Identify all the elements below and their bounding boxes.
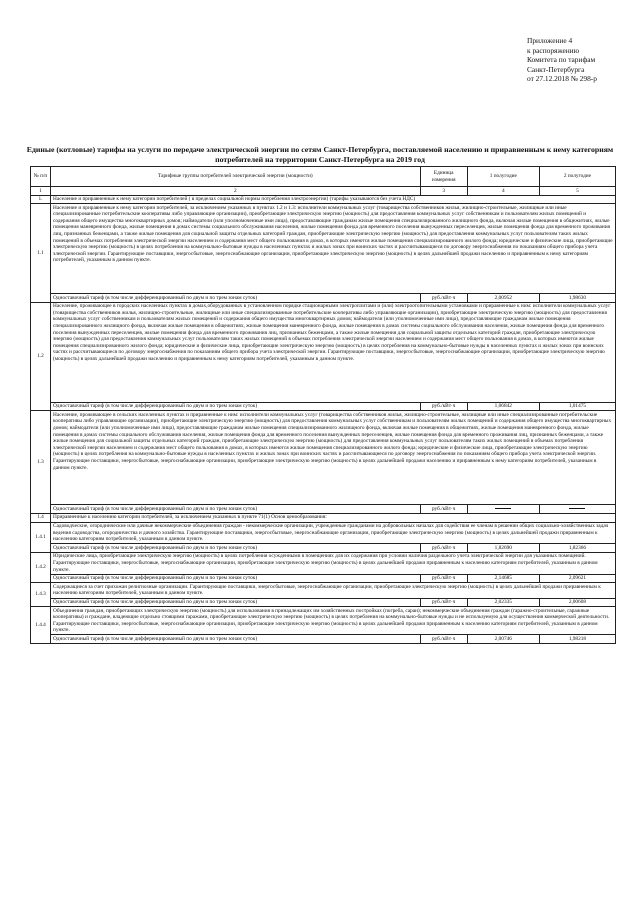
table-header-row — [31, 167, 616, 187]
tariff-h1-empty — [467, 505, 539, 514]
colnum: 1 — [31, 187, 51, 196]
tariff-row — [31, 402, 616, 411]
tariff-row — [31, 598, 616, 607]
tariff-row — [31, 544, 616, 553]
row-num: 1. — [31, 195, 51, 204]
colnum: 3 — [420, 187, 467, 196]
tariff-h2: 1,01475 — [539, 402, 615, 411]
tariff-h1: 2,00952 — [467, 294, 539, 303]
row-text: Садоводческие, огороднические или дачные некоммерческие объединения граждан - некоммерческие организации, учрежденные гражданами на добровольных началах для содействия ее членам в решении общих социально-хозяйственных задач ведения садоводства, огородничества и дачного хозяйства. Гарантирующие поставщики, энергосбытовые, энергоснабжающие организации, приобретающие электрическую энергию (мощность) в целях дальнейшей продажи приравненным к населению категориям потребителей, указанным в данном пункте. — [51, 522, 616, 544]
row-text: Население и приравненные к нему категории потребителей ( в пределах социальной нормы потребления электроэнергии) (тарифы указываются без учета НДС) — [51, 195, 616, 204]
row-num: 1.4.3 — [31, 583, 51, 607]
tariff-row — [31, 635, 616, 644]
tariff-h1: 2,02335 — [467, 598, 539, 607]
row-text: Население, проживающее в сельских населенных пунктах и приравненные к ним: исполнители коммунальных услуг (товарищества собственников жилья, жилищно-строительные, жилищные или иные специализированные потребительские кооперативы либо управляющие организации), приобретающие электрическую энергию (мощность) для предоставления коммунальных услуг собственникам и пользователям жилых помещений и содержания общего имущества многоквартирных домов; наймодатели (или уполномоченные ими лица), предоставляющие гражданам жилые помещения специализированного жилищного фонда, включая жилые помещения в общежитиях, жилые помещения маневренного фонда, жилые помещения в домах системы социального обслуживания населения, жилые помещения фонда для временного поселения вынужденных переселенцев, жилые помещения фонда для временного проживания лиц, признанных беженцами, а также жилые помещения для социальной защиты отдельных категорий граждан, приобретающие электрическую энергию (мощность) для предоставления коммунальных услуг пользователям таких жилых помещений в объемах потребления электрической энергии населением и содержания мест общего пользования в домах, в которых имеются жилые помещения специализированного жилого фонда; юридические и физические лица, приобретающие электрическую энергию (мощность) в целях потребления на коммунально-бытовые нужды в населенных пунктах и жилых зонах при воинских частях и рассчитывающиеся по договору энергоснабжения по показаниям общего прибора учета электрической энергии. Гарантирующие поставщики, энергосбытовые, энергоснабжающие организации, приобретающие электрическую энергию (мощность) в целях дальнейшей продажи населению и приравненным к нему категориям потребителей, указанным в данном пункте. — [51, 411, 616, 505]
colnum: 2 — [51, 187, 421, 196]
row-num: 1.1 — [31, 204, 51, 303]
tariff-row — [31, 505, 616, 514]
table-row — [31, 607, 616, 635]
tariff-h1: 1,06842 — [467, 402, 539, 411]
tariff-label: Одноставочный тариф (в том числе дифференцированный по двум и по трем зонам суток) — [51, 505, 421, 514]
tariff-unit: руб./кВт·ч — [420, 402, 467, 411]
header-num: № п/п — [31, 167, 51, 187]
appendix-line: Приложение 4 — [527, 36, 573, 45]
tariff-label: Одноставочный тариф (в том числе дифференцированный по двум и по трем зонам суток) — [51, 402, 421, 411]
row-num: 1.3 — [31, 411, 51, 514]
table-row — [31, 302, 616, 402]
row-text: Приравненные к населению категории потребителей, за исключением указанных в пункте 71(1) Основ ценообразования: — [51, 513, 616, 522]
row-num: 1.4.1 — [31, 522, 51, 552]
tariff-unit: руб./кВт·ч — [420, 544, 467, 553]
tariff-unit: руб./кВт·ч — [420, 505, 467, 514]
tariff-unit: руб./кВт·ч — [420, 635, 467, 644]
appendix-line: Санкт-Петербурга — [527, 64, 585, 74]
header-group: Тарифные группы потребителей электрической энергии (мощности) — [51, 167, 421, 187]
row-text: Юридические лица, приобретающие электрическую энергию (мощность) в целях потребления осужденными в помещениях для их содержания при условии наличия раздельного учета электрической энергии для указанных помещений. Гарантирующие поставщики, энергосбытовые, энергоснабжающие организации, приобретающие электрическую энергию (мощность) в целях дальнейшей продажи приравненным к населению категориям потребителей, указанным в данном пункте. — [51, 552, 616, 574]
tariff-h2-empty — [539, 505, 615, 514]
dash-mark — [495, 508, 511, 509]
table-row — [31, 513, 616, 522]
tariff-row — [31, 294, 616, 303]
tariff-label: Одноставочный тариф (в том числе дифференцированный по двум и по трем зонам суток) — [51, 544, 421, 553]
row-num: 1.4.4 — [31, 607, 51, 644]
tariff-label: Одноставочный тариф (в том числе дифференцированный по двум и по трем зонам суток) — [51, 598, 421, 607]
table-row — [31, 195, 616, 204]
tariff-h2: 2,09621 — [539, 574, 615, 583]
tariff-label: Одноставочный тариф (в том числе дифференцированный по двум и по трем зонам суток) — [51, 574, 421, 583]
appendix-block — [527, 36, 635, 84]
appendix-line: к распоряжению — [527, 45, 580, 55]
tariff-unit: руб./кВт·ч — [420, 294, 467, 303]
tariff-unit: руб./кВт·ч — [420, 598, 467, 607]
tariff-label: Одноставочный тариф (в том числе дифференцированный по двум и по трем зонам суток) — [51, 635, 421, 644]
row-text: Население и приравненные к нему категории потребителей, за исключением указанных в пунктах 1.2 и 1.3: исполнители коммунальных услуг (товарищества собственников жилья, жилищно-строительные, жилищные или иные специализированные потребительские кооперативы либо управляющие организации), приобретающие электрическую энергию (мощность) для предоставления коммунальных услуг собственникам и пользователям жилых помещений и содержания общего имущества многоквартирных домов; наймодатели (или уполномоченные ими лица), предоставляющие гражданам жилые помещения специализированного жилищного фонда, включая жилые помещения в общежитиях, жилые помещения маневренного фонда, жилые помещения в домах системы социального обслуживания населения, жилые помещения фонда для временного поселения вынужденных переселенцев, жилые помещения фонда для временного проживания лиц, признанных беженцами, а также жилые помещения для социальной защиты отдельных категорий граждан, приобретающие электрическую энергию (мощность) для предоставления коммунальных услуг пользователям таких жилых помещений в объемах потребления электрической энергии населением и содержания мест общего пользования в домах, в которых имеются жилые помещения специализированного жилого фонда; юридические и физические лица, приобретающие электрическую энергию (мощность) в целях потребления на коммунально-бытовые нужды в населенных пунктах и жилых зонах при воинских частях и рассчитывающиеся по договору энергоснабжения по показаниям общего прибора учета электрической энергии. Гарантирующие поставщики, энергосбытовые, энергоснабжающие организации, приобретающие электрическую энергию (мощность) в целях дальнейшей продажи населению и приравненным к нему категориям потребителей, указанным в данном пункте. — [51, 204, 616, 294]
row-num: 1.2 — [31, 302, 51, 411]
tariff-unit: руб./кВт·ч — [420, 574, 467, 583]
appendix-line: от 27.12.2018 № 298-р — [527, 74, 597, 83]
table-row — [31, 204, 616, 294]
dash-mark — [569, 508, 585, 509]
header-half1: 1 полугодие — [467, 167, 539, 187]
tariff-h1: 2,14685 — [467, 574, 539, 583]
row-num: 1.4 — [31, 513, 51, 522]
colnum: 5 — [539, 187, 615, 196]
tariff-h1: 2,00746 — [467, 635, 539, 644]
table-row — [31, 522, 616, 544]
tariff-h2: 1,98630 — [539, 294, 615, 303]
header-unit: Единица измерения — [420, 167, 467, 187]
table-row — [31, 411, 616, 505]
row-num: 1.4.2 — [31, 552, 51, 582]
table-row — [31, 583, 616, 598]
row-text: Объединения граждан, приобретающих электрическую энергию (мощность) для использования в принадлежащих им хозяйственных постройках (погреба, сараи); некоммерческие объединения граждан (гаражно-строительные, гаражные кооперативы) и граждане, владеющие отдельно стоящими гаражами, приобретающие электрическую энергию (мощность) в целях потребления на коммунально-бытовые нужды и не используемую для осуществления коммерческой деятельности. Гарантирующие поставщики, энергосбытовые, энергоснабжающие организации, приобретающие электрическую энергию (мощность) в целях дальнейшей продажи приравненным к населению категориям потребителей, указанным в данном пункте. — [51, 607, 616, 635]
document-title: Единые (котловые) тарифы на услуги по передаче электрической энергии по сетям Санкт-Петербурга, поставляемой населению и приравненным к нему категориям потребителей на территории Санкт-Петербурга на 2019 год — [26, 145, 614, 164]
colnum: 4 — [467, 187, 539, 196]
row-text: Население, проживающее в городских населенных пунктах в домах,оборудованных в установленном порядке стационарными электроплитами и (или) электроотопительными установками и приравненные к ним: исполнители коммунальных услуг (товарищества собственников жилья, жилищно-строительные, жилищные или иные специализированные потребительские кооперативы либо управляющие организации), приобретающие электрическую энергию (мощность) для предоставления коммунальных услуг собственникам и пользователям жилых помещений и содержания общего имущества многоквартирных домов; наймодатели (или уполномоченные ими лица), предоставляющие гражданам жилые помещения специализированного жилищного фонда, включая жилые помещения в общежитиях, жилые помещения маневренного фонда, жилые помещения в домах системы социального обслуживания населения, жилые помещения фонда для временного поселения вынужденных переселенцев, жилые помещения фонда для временного проживания лиц, признанных беженцами, а также жилые помещения для социальной защиты отдельных категорий граждан, приобретающие электрическую энергию (мощность) для предоставления коммунальных услуг пользователям таких жилых помещений в объемах потребления электрической энергии населением и содержания мест общего пользования в домах, в которых имеются жилые помещения специализированного жилого фонда; юридические и физические лица, приобретающие электрическую энергию (мощность) в целях потребления на коммунально-бытовые нужды в населенных пунктах и жилых зонах при воинских частях и рассчитывающиеся по договору энергоснабжения по показаниям общего прибора учета электрической энергии. Гарантирующие поставщики, энергосбытовые, энергоснабжающие организации, приобретающие электрическую энергию (мощность) в целях дальнейшей продажи населению и приравненным к нему категориям потребителей, указанным в данном пункте. — [51, 302, 616, 402]
tariff-row — [31, 574, 616, 583]
row-text: Содержащиеся за счет прихожан религиозные организации. Гарантирующие поставщики, энергосбытовые, энергоснабжающие организации, приобретающие электрическую энергию (мощность) в целях дальнейшей продажи приравненным к населению категориям потребителей, указанным в данном пункте. — [51, 583, 616, 598]
tariff-h2: 1,82366 — [539, 544, 615, 553]
appendix-line: Комитета по тарифам — [527, 55, 596, 64]
tariff-h2: 1,98218 — [539, 635, 615, 644]
tariff-label: Одноставочный тариф (в том числе дифференцированный по двум и по трем зонам суток) — [51, 294, 421, 303]
table-row — [31, 552, 616, 574]
tariff-table — [30, 166, 616, 644]
tariff-h1: 1,82690 — [467, 544, 539, 553]
column-number-row — [31, 187, 616, 196]
tariff-h2: 2,00608 — [539, 598, 615, 607]
header-half2: 2 полугодие — [539, 167, 615, 187]
